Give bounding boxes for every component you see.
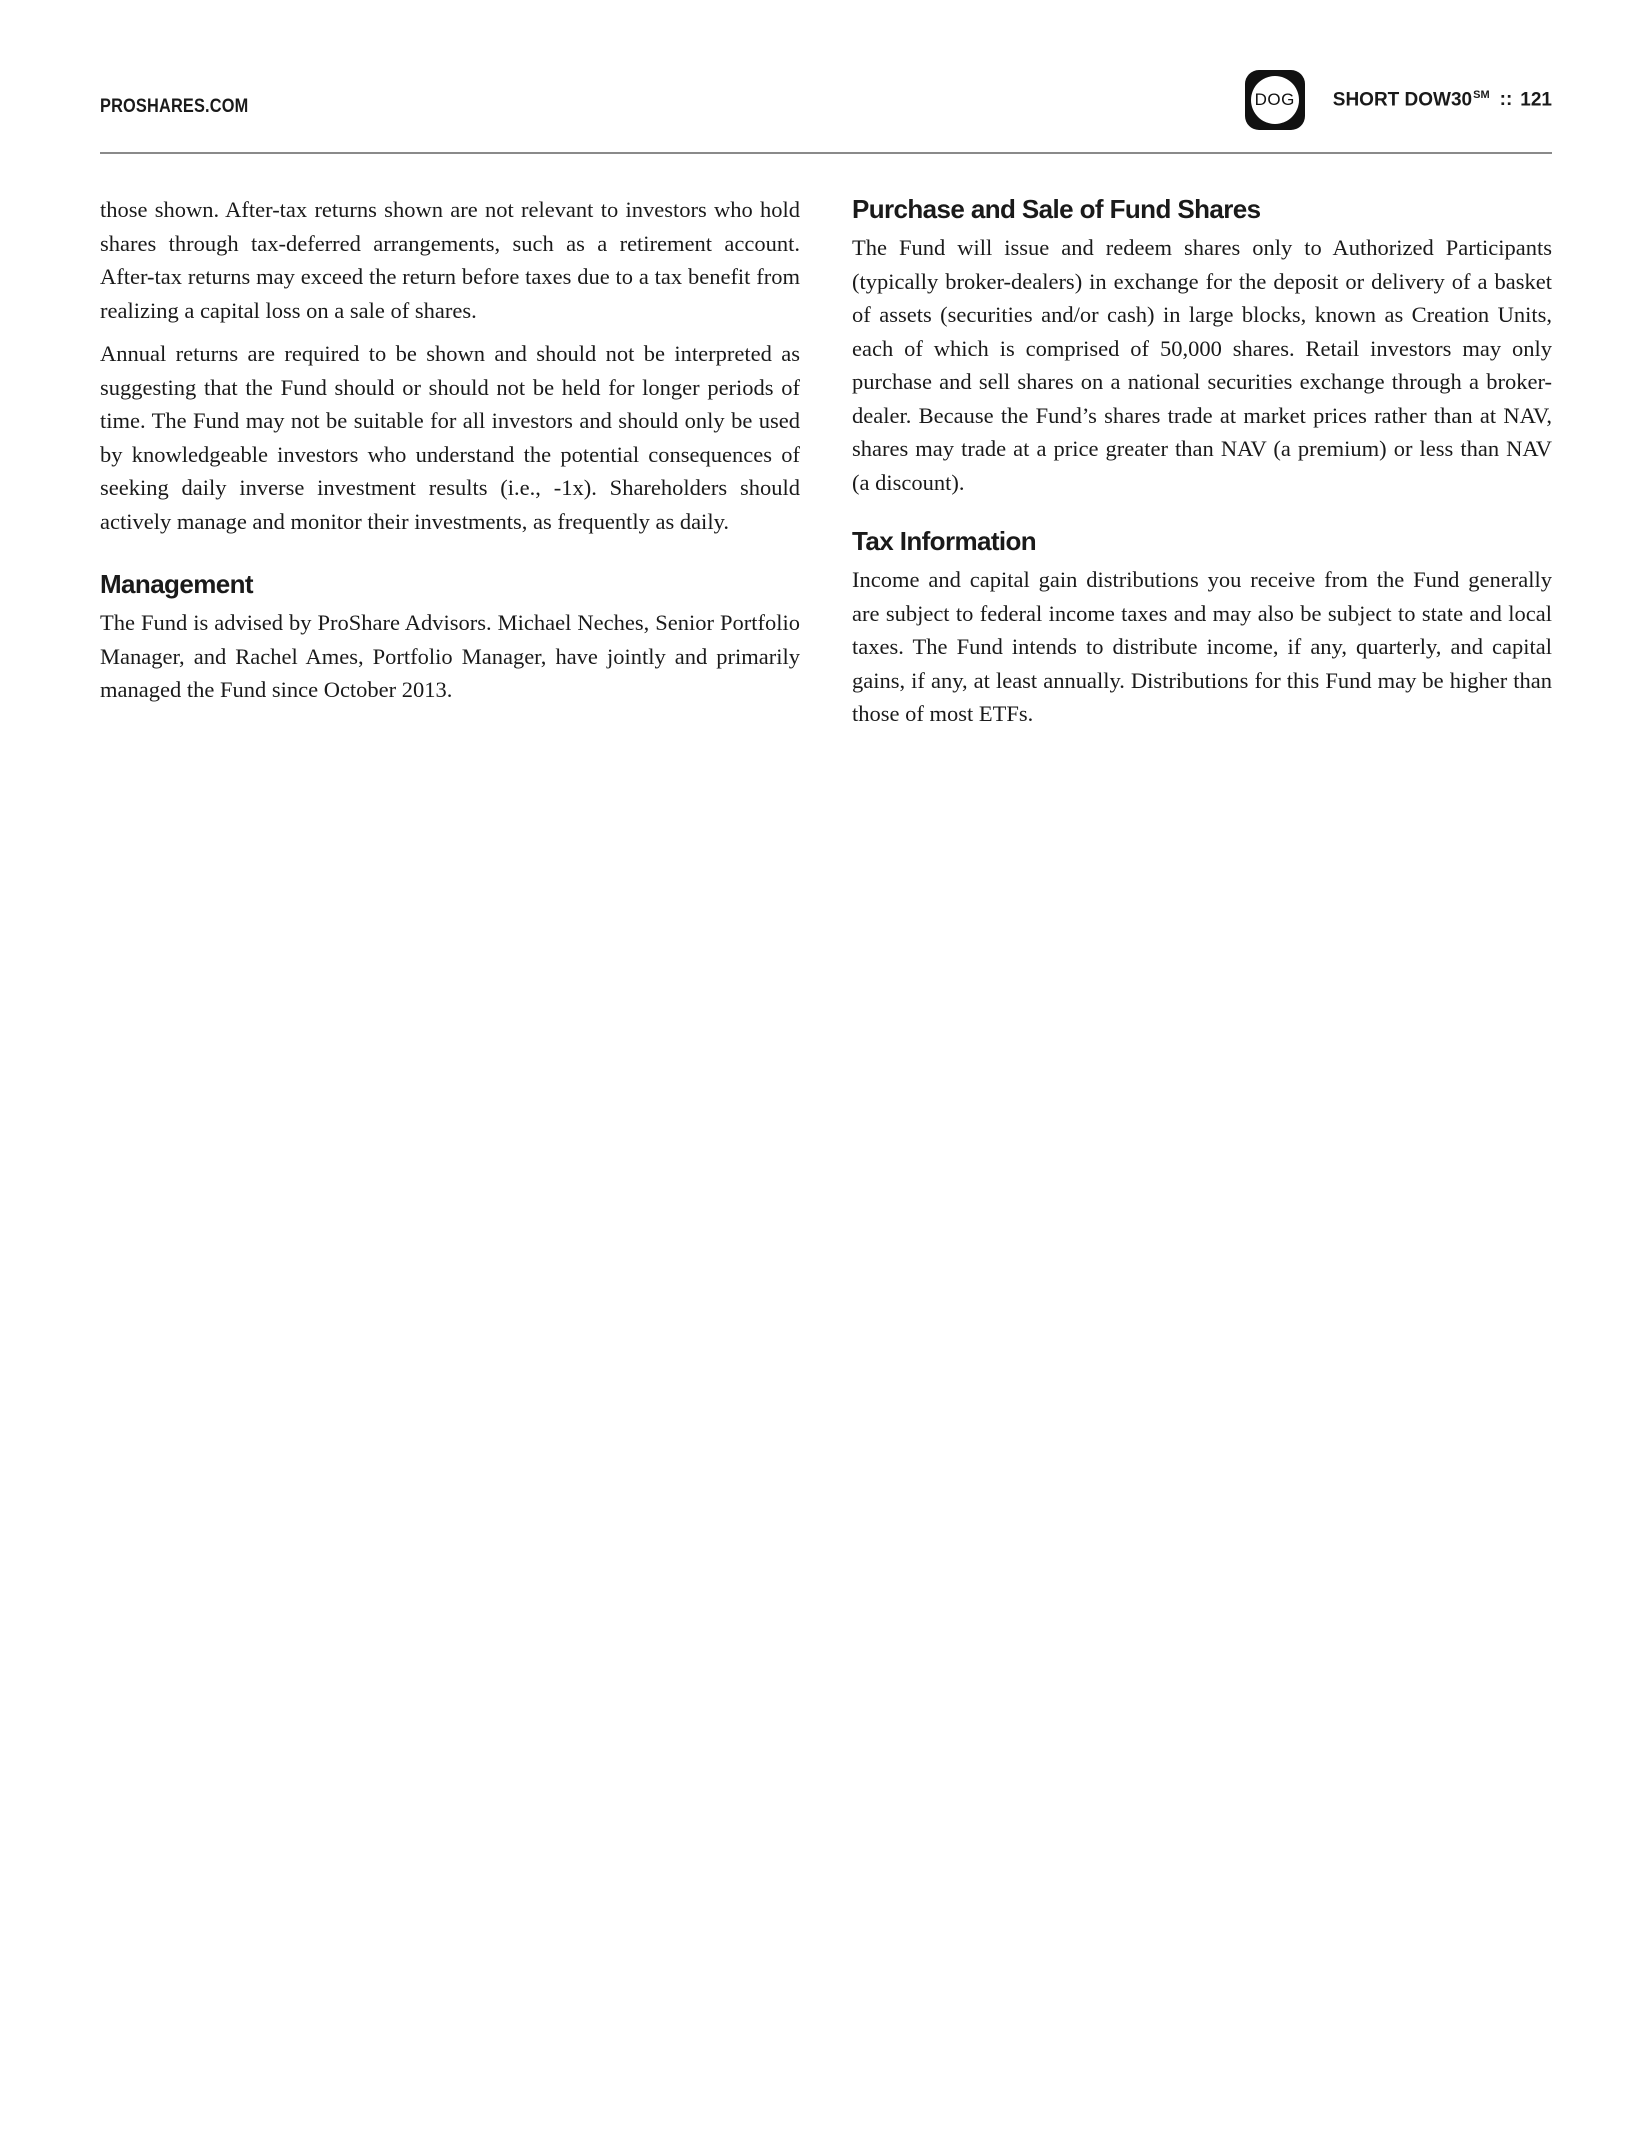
- ticker-symbol: DOG: [1251, 76, 1299, 124]
- service-mark: SM: [1473, 88, 1490, 101]
- fund-title: [1333, 89, 1552, 111]
- site-url: PROSHARES.COM: [100, 96, 249, 117]
- purchase-sale-paragraph: The Fund will issue and redeem shares only to Authorized Participants (typically broker-dealers) in exchange for the deposit or delivery of a basket of assets (securities and/or cash) in large blocks, known as Creation Units, each of which is comprised of 50,000 shares. Retail investors may only purchase and sell shares on a national securities exchange through a broker-dealer. Because the Fund’s shares trade at market prices rather than at NAV, shares may trade at a price greater than NAV (a premium) or less than NAV (a discount).: [852, 235, 1552, 495]
- management-heading: Management: [100, 569, 253, 599]
- right-column: [852, 193, 1552, 741]
- page-header: [100, 60, 1552, 154]
- purchase-sale-heading: Purchase and Sale of Fund Shares: [852, 194, 1261, 224]
- page-separator: ::: [1499, 89, 1513, 111]
- ticker-badge: [1245, 70, 1305, 130]
- tax-information-heading: Tax Information: [852, 526, 1037, 556]
- management-paragraph: The Fund is advised by ProShare Advisors. Michael Neches, Senior Portfolio Manager, and Rachel Ames, Portfolio Manager, have jointly and primarily managed the Fund since October 2013.: [100, 610, 800, 702]
- left-column: [100, 193, 800, 717]
- page-number: 121: [1520, 89, 1552, 111]
- tax-information-paragraph: Income and capital gain distributions you receive from the Fund generally are subject to federal income taxes and may also be subject to state and local taxes. The Fund intends to distribute income, if any, quarterly, and capital gains, if any, at least annually. Distributions for this Fund may be higher than those of most ETFs.: [852, 567, 1552, 726]
- header-right: [1245, 70, 1552, 130]
- fund-name: SHORT DOW30: [1332, 89, 1473, 111]
- after-tax-paragraph: those shown. After-tax returns shown are not relevant to investors who hold shares through tax-deferred arrangements, such as a retirement account. After-tax returns may exceed the return before taxes due to a tax benefit from realizing a capital loss on a sale of shares.: [100, 197, 800, 323]
- annual-returns-paragraph: Annual returns are required to be shown and should not be interpreted as suggesting that the Fund should or should not be held for longer periods of time. The Fund may not be suitable for all investors and should only be used by knowledgeable investors who understand the potential consequences of seeking daily inverse investment results (i.e., -1x). Shareholders should actively manage and monitor their investments, as frequently as daily.: [100, 341, 800, 534]
